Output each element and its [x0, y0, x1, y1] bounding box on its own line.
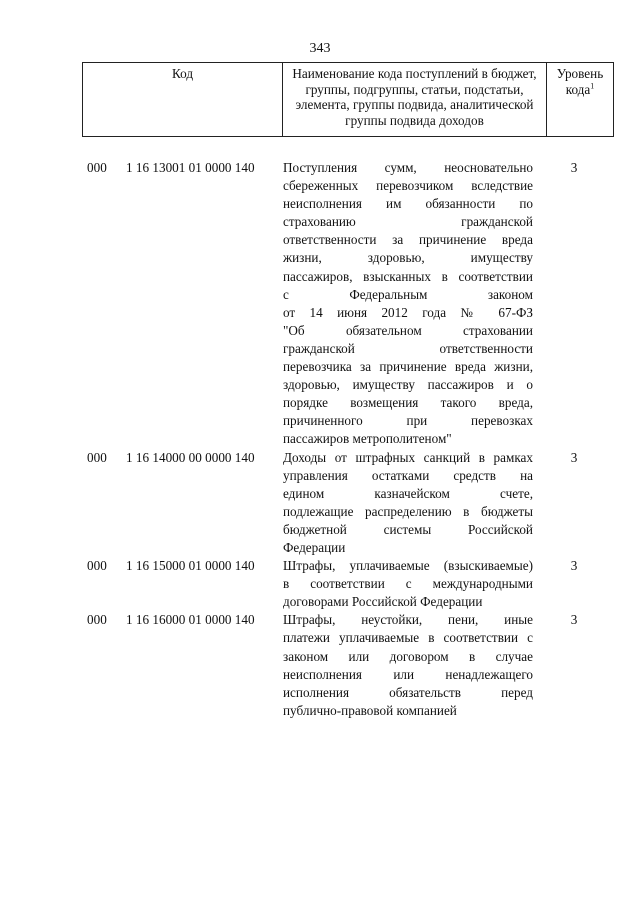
admin-code: 000 [87, 449, 107, 465]
table-row [0, 159, 640, 449]
name-line: порядке возмещения такого вреда, [283, 395, 533, 411]
table-row [0, 611, 640, 720]
name-line: Поступления сумм, неосновательно [283, 160, 533, 175]
admin-code: 000 [87, 160, 107, 175]
name-line: страхованию гражданской [283, 214, 533, 230]
name-line: здоровью, имуществу пассажиров и о [283, 377, 533, 393]
name-line: неисполнения или ненадлежащего [283, 666, 533, 682]
footnote-mark: 1 [590, 81, 595, 91]
header-level [547, 63, 614, 137]
code-level: 3 [570, 449, 578, 465]
name-line: едином казначейском счете, [283, 485, 533, 501]
income-codes-list [0, 159, 640, 720]
name-line: публично-правовой компанией [283, 702, 457, 718]
name-line: перевозчика за причинение вреда жизни, [283, 359, 533, 375]
name-line: платежи уплачиваемые в соответствии с [283, 630, 533, 646]
name-line: жизни, здоровью, имуществу [283, 250, 533, 266]
name-line: договорами Российской Федерации [283, 594, 483, 610]
page-number: 343 [309, 41, 331, 56]
name-line: сбереженных перевозчиком вследствие [283, 178, 533, 194]
name-line: пассажиров метрополитеном" [283, 431, 452, 447]
code-level: 3 [570, 558, 578, 574]
name-line: Федерации [283, 539, 346, 555]
name-line: Штрафы, неустойки, пени, иные [283, 612, 533, 628]
income-name [283, 449, 533, 558]
name-line: Доходы от штрафных санкций в рамках [283, 449, 533, 465]
name-line: пассажиров, взысканных в соответствии [283, 268, 533, 284]
table-row [0, 557, 640, 611]
name-line: бюджетной системы Российской [283, 521, 533, 537]
header-name: Наименование кода поступлений в бюджет, группы, подгруппы, статьи, подстатьи, элемента, группы подвида, аналитической группы подвида доходов [283, 63, 547, 137]
name-line: ответственности за причинение вреда [283, 232, 533, 248]
income-code: 1 16 13001 01 0000 140 [126, 160, 255, 175]
name-line: управления остатками средств на [283, 467, 533, 483]
code-level: 3 [570, 160, 578, 175]
income-name [283, 159, 533, 449]
name-line: от 14 июня 2012 года № 67-ФЗ [283, 304, 533, 320]
name-line: причиненного при перевозках [283, 413, 533, 429]
name-line: гражданской ответственности [283, 340, 533, 356]
income-code: 1 16 14000 00 0000 140 [126, 449, 255, 465]
name-line: законом или договором в случае [283, 648, 533, 664]
admin-code: 000 [87, 612, 107, 628]
code-level: 3 [570, 612, 578, 628]
name-line: "Об обязательном страховании [283, 322, 533, 338]
name-line: подлежащие распределению в бюджеты [283, 503, 533, 519]
header-level-label: Уровень кода [556, 66, 604, 97]
header-table [82, 62, 614, 137]
name-line: неисполнения им обязанности по [283, 196, 533, 212]
header-code: Код [83, 63, 283, 137]
income-name [283, 557, 533, 611]
income-code: 1 16 16000 01 0000 140 [126, 612, 255, 628]
income-code: 1 16 15000 01 0000 140 [126, 558, 255, 574]
admin-code: 000 [87, 558, 107, 574]
name-line: исполнения обязательств перед [283, 684, 533, 700]
income-name [283, 611, 533, 720]
table-row [0, 449, 640, 558]
name-line: Штрафы, уплачиваемые (взыскиваемые) [283, 558, 533, 574]
name-line: с Федеральным законом [283, 286, 533, 302]
name-line: в соответствии с международными [283, 576, 533, 592]
